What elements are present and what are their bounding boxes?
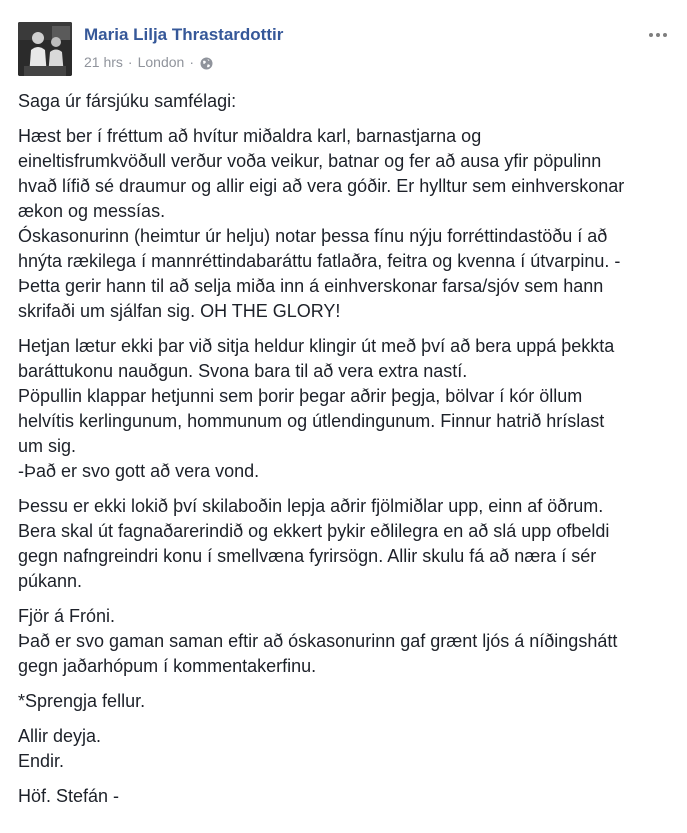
author-name-link[interactable]: Maria Lilja Thrastardottir xyxy=(84,25,284,44)
meta-separator: · xyxy=(127,54,133,70)
post-paragraph: Þessu er ekki lokið því skilaboðin lepja aðrir fjölmiðlar upp, einn af öðrum. Bera skal út fagnaðarerindið og ekkert þykir eðlilegra en að slá upp ofbeldi gegn nafngreindri konu í smellvæna fyrirsögn. Allir skulu fá að næra í sér púkann. xyxy=(18,496,610,591)
post-paragraph: Hetjan lætur ekki þar við sitja heldur klingir út með því að bera uppá þekkta baráttukonu nauðgun. Svona bara til að vera extra nastí. Pöpullin klappar hetjunni sem þorir þegar aðrir þegja, bölvar í kór öllum helvítis kerlingunum, hommunum og útlendingunum. Finnur hatrið hríslast um sig. -Það er svo gott að vera vond. xyxy=(18,336,615,481)
globe-icon[interactable] xyxy=(200,57,213,70)
post-paragraph: Fjör á Fróni. Það er svo gaman saman eftir að óskasonurinn gaf grænt ljós á níðingshátt gegn jaðarhópum í kommentakerfinu. xyxy=(18,606,618,676)
post-paragraph: Allir deyja. Endir. xyxy=(18,726,102,771)
post-paragraph: Höf. Stefán - xyxy=(18,786,120,806)
more-options-icon[interactable] xyxy=(648,28,668,40)
avatar-photo-icon xyxy=(18,22,72,76)
post-header xyxy=(18,22,678,74)
location-link[interactable]: London xyxy=(137,54,185,70)
timestamp-link[interactable]: 21 hrs xyxy=(84,54,123,70)
post-meta xyxy=(84,54,213,70)
post-paragraph: Saga úr fársjúku samfélagi: xyxy=(18,91,237,111)
meta-separator: · xyxy=(189,54,194,70)
post-text xyxy=(18,89,678,819)
avatar[interactable] xyxy=(18,22,72,76)
post-paragraph: Hæst ber í fréttum að hvítur miðaldra karl, barnastjarna og eineltisfrumkvöðull verður voða veikur, batnar og fer að ausa yfir pöpulinn hvað lífið sé draumur og allir eigi að vera góðir. Er hylltur sem einhverskonar ækon og messías. Óskasonurinn (heimtur úr helju) notar þessa fínu nýju forréttindastöðu í að hnýta rækilega í mannréttindabaráttu fatlaðra, feitra og kvenna í útvarpinu. - Þetta gerir hann til að selja miða inn á einhverskonar farsa/sjóv sem hann skrifaði um sjálfan sig. OH THE GLORY! xyxy=(18,126,625,321)
post-paragraph: *Sprengja fellur. xyxy=(18,691,146,711)
